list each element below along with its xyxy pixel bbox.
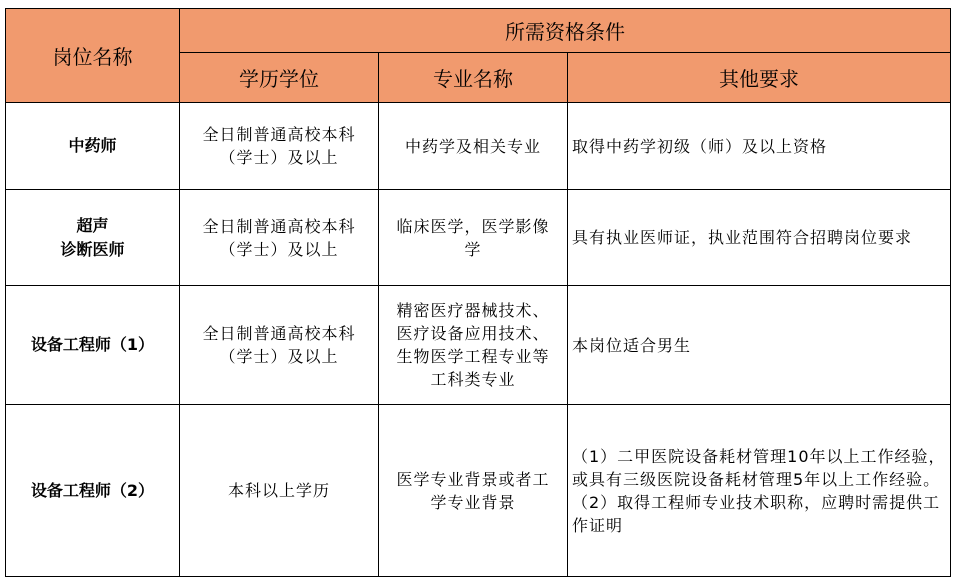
major-line: 医疗设备应用技术、 [396, 324, 550, 343]
major-line: 精密医疗器械技术、 [396, 301, 550, 320]
education-cell [180, 103, 379, 190]
position-cell [6, 190, 180, 286]
major-cell [379, 103, 568, 190]
position-cell [6, 103, 180, 190]
header-education: 学历学位 [180, 53, 379, 103]
education-cell [180, 190, 379, 286]
education-line: （学士）及以上 [219, 347, 339, 366]
major-line: 工科类专业 [430, 370, 516, 389]
major-cell [379, 286, 568, 405]
header-major: 专业名称 [379, 53, 568, 103]
position-cell [6, 405, 180, 577]
position-cell [6, 286, 180, 405]
major-line: 临床医学，医学影像 [396, 216, 550, 236]
education-cell [180, 405, 379, 577]
position-line: 设备工程师（2） [30, 480, 155, 500]
major-line: 学 [464, 239, 482, 259]
other-cell: 取得中药学初级（师）及以上资格 [568, 103, 951, 190]
education-line: 全日制普通高校本科 [202, 324, 356, 343]
education-cell [180, 286, 379, 405]
major-cell [379, 190, 568, 286]
position-line: 设备工程师（1） [30, 335, 155, 354]
table-row [6, 103, 951, 190]
major-line: 学专业背景 [430, 492, 516, 512]
table-row [6, 190, 951, 286]
table-row [6, 286, 951, 405]
education-line: 全日制普通高校本科 [202, 216, 356, 236]
education-line: 全日制普通高校本科 [202, 125, 356, 144]
major-line: 中药学及相关专业 [404, 136, 541, 156]
header-position: 岗位名称 [6, 9, 180, 103]
header-row-top [6, 9, 951, 53]
header-requirements: 所需资格条件 [180, 9, 951, 53]
major-line: 医学专业背景或者工 [396, 469, 550, 489]
major-cell [379, 405, 568, 577]
major-line: 生物医学工程专业等 [396, 347, 550, 366]
education-line: （学士）及以上 [219, 148, 339, 167]
position-line: 中药师 [68, 136, 117, 155]
other-cell: （1）二甲医院设备耗材管理10年以上工作经验，或具有三级医院设备耗材管理5年以上工作经验。（2）取得工程师专业技术职称，应聘时需提供工作证明 [568, 405, 951, 577]
education-line: （学士）及以上 [219, 239, 339, 259]
position-line: 超声 [76, 215, 109, 235]
other-cell: 具有执业医师证，执业范围符合招聘岗位要求 [568, 190, 951, 286]
header-other: 其他要求 [568, 53, 951, 103]
requirements-table [5, 8, 951, 577]
table-row [6, 405, 951, 577]
position-line: 诊断医师 [60, 239, 125, 259]
education-line: 本科以上学历 [227, 481, 330, 500]
other-cell: 本岗位适合男生 [568, 286, 951, 405]
